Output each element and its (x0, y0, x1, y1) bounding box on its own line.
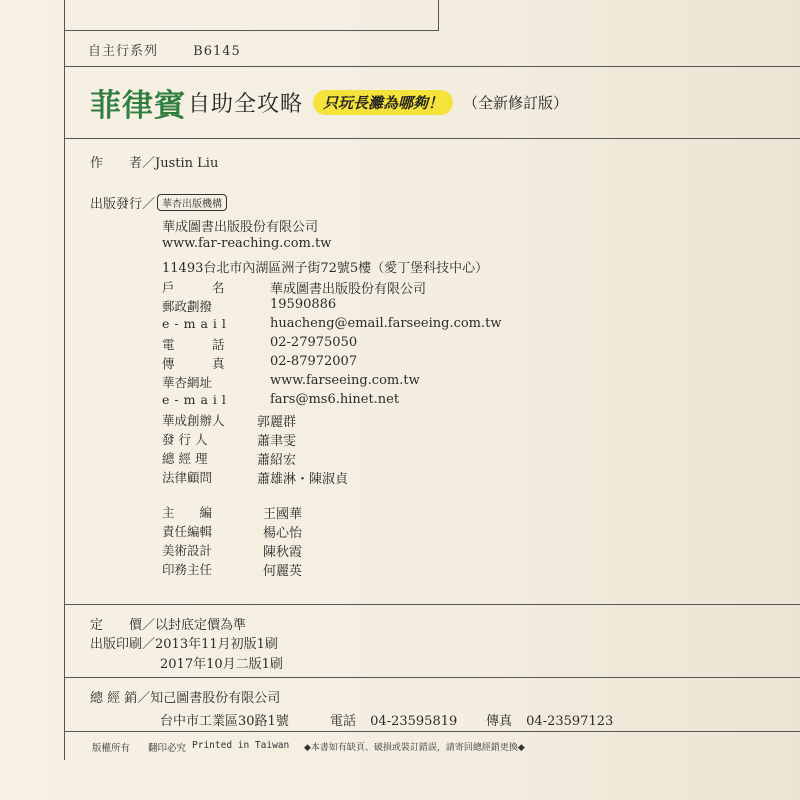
distributor-row (90, 687, 280, 706)
detail-label: e-mail (162, 316, 231, 331)
printing-label: 出版印刷／ (90, 637, 156, 652)
publisher-address: 11493台北市內湖區洲子街72號5樓（愛丁堡科技中心） (162, 261, 489, 276)
divider-header (64, 66, 800, 67)
person-name: 蕭雄淋・陳淑貞 (257, 472, 349, 487)
editor-name: 陳秋霞 (263, 545, 303, 560)
detail-label: 戶 名 (162, 280, 225, 295)
detail-label: 華杏網址 (162, 375, 213, 390)
title-main: 自助全攻略 (188, 91, 304, 117)
person-role: 發 行 人 (162, 432, 208, 447)
person-role: 總 經 理 (162, 451, 208, 466)
author-row (90, 152, 218, 171)
fax-value: 04-23597123 (526, 714, 614, 729)
fax-label: 傳真 (486, 714, 513, 729)
editor-name: 楊心怡 (263, 526, 303, 541)
phone-value: 04-23595819 (370, 714, 458, 729)
footer-no-copy: 翻印必究 (148, 743, 187, 754)
book-title (90, 82, 568, 122)
printing-second: 2017年10月二版1刷 (160, 657, 283, 672)
printing-first: 2013年11月初版1刷 (155, 637, 278, 652)
publisher-label: 出版發行／ (90, 197, 156, 212)
price-value: 以封底定價為準 (155, 618, 247, 633)
author-label: 作 者／ (90, 156, 156, 171)
editor-role: 主 編 (162, 505, 213, 520)
publisher-company: 華成圖書出版股份有限公司 (162, 220, 319, 235)
divider-price (64, 604, 800, 605)
distributor-address: 台中市工業區30路1號 (160, 714, 289, 729)
footer-rights: 版權所有 (92, 743, 131, 754)
footer-printed: Printed in Taiwan (192, 740, 290, 751)
person-role: 華成創辦人 (162, 413, 225, 428)
divider-footer (64, 731, 800, 732)
detail-label: 郵政劃撥 (162, 299, 213, 314)
publisher-row (90, 193, 227, 212)
title-edition: （全新修訂版） (463, 93, 569, 112)
detail-label: 電 話 (162, 337, 225, 352)
detail-value: 02-87972007 (270, 354, 358, 369)
person-role: 法律顧問 (162, 470, 213, 485)
footer-notice: ◆本書如有缺頁、破損或裝訂錯誤，請寄回總經銷更換◆ (304, 743, 525, 753)
distributor-phone (330, 710, 457, 729)
imprint-badge: 華杏出版機構 (157, 194, 227, 211)
detail-label: 傳 真 (162, 356, 225, 371)
editor-name: 王國華 (263, 507, 303, 522)
series-name: 自主行系列 (88, 44, 159, 59)
title-badge: 只玩長灘為哪夠！ (313, 90, 453, 115)
distributor-company: 知己圖書股份有限公司 (150, 691, 281, 706)
detail-value: 華成圖書出版股份有限公司 (270, 282, 427, 297)
page-left-border (64, 30, 65, 760)
person-name: 蕭聿雯 (257, 434, 297, 449)
detail-value: huacheng@email.farseeing.com.tw (270, 316, 502, 331)
editor-role: 美術設計 (162, 543, 213, 558)
publisher-website: www.far-reaching.com.tw (162, 236, 332, 251)
series-code: B6145 (193, 44, 241, 59)
detail-value: 19590886 (270, 297, 337, 312)
person-name: 郭麗群 (257, 415, 297, 430)
distributor-fax (486, 710, 613, 729)
series-row (88, 40, 271, 59)
detail-value: fars@ms6.hinet.net (270, 392, 400, 407)
person-name: 蕭紹宏 (257, 453, 297, 468)
divider-distributor (64, 677, 800, 678)
distributor-label: 總 經 銷／ (90, 691, 151, 706)
top-box-left-border (64, 0, 65, 30)
editor-role: 印務主任 (162, 562, 213, 577)
detail-label: e-mail (162, 392, 231, 407)
author-name: Justin Liu (155, 156, 219, 171)
price-row (90, 614, 246, 633)
divider-title (64, 138, 800, 139)
editor-role: 責任編輯 (162, 524, 213, 539)
top-box-right-border (438, 0, 439, 30)
top-box-bottom-border (64, 30, 439, 31)
editor-name: 何麗英 (263, 564, 303, 579)
detail-value: www.farseeing.com.tw (270, 373, 420, 388)
printing-row (90, 633, 278, 652)
phone-label: 電話 (330, 714, 357, 729)
price-label: 定 價／ (90, 618, 156, 633)
title-country: 菲律賓 (90, 87, 186, 124)
detail-value: 02-27975050 (270, 335, 358, 350)
